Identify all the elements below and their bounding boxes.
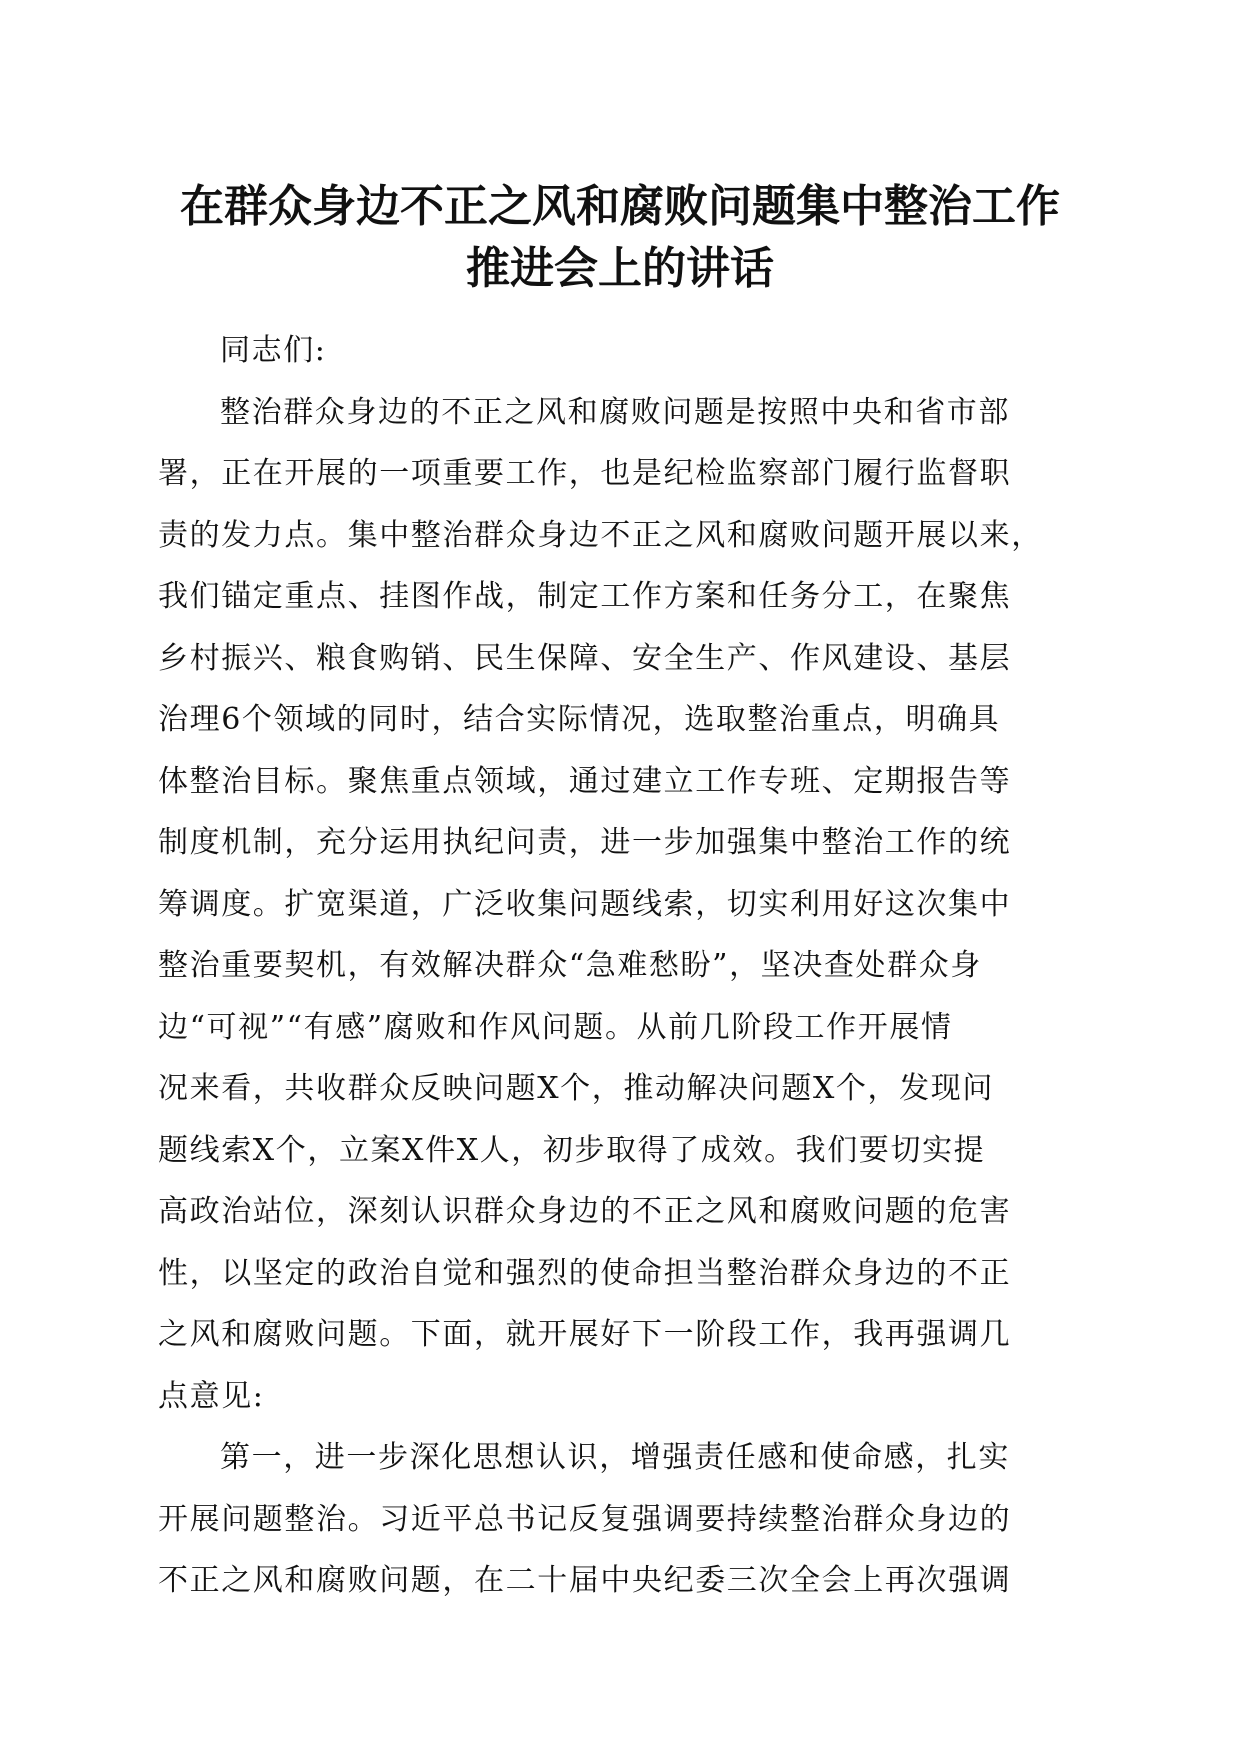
paragraph-1-line-12: 况来看，共收群众反映问题X个，推动解决问题X个，发现问: [158, 1071, 994, 1106]
paragraph-2-line-3: 不正之风和腐败问题，在二十届中央纪委三次全会上再次强调: [158, 1563, 1012, 1598]
paragraph-1-line-8: 制度机制，充分运用执纪问责，进一步加强集中整治工作的统: [158, 825, 1012, 860]
paragraph-1-line-14: 高政治站位，深刻认识群众身边的不正之风和腐败问题的危害: [158, 1194, 1012, 1229]
paragraph-1-line-3: 责的发力点。集中整治群众身边不正之风和腐败问题开展以来，: [158, 517, 1043, 553]
paragraph-1-line-5: 乡村振兴、粮食购销、民生保障、安全生产、作风建设、基层: [158, 640, 1012, 676]
paragraph-1-line-7: 体整治目标。聚焦重点领域，通过建立工作专班、定期报告等: [158, 763, 1012, 799]
paragraph-1-line-15: 性，以坚定的政治自觉和强烈的使命担当整治群众身边的不正: [158, 1255, 1012, 1291]
paragraph-1-line-2: 署，正在开展的一项重要工作，也是纪检监察部门履行监督职: [158, 456, 1012, 491]
paragraph-1-line-9: 筹调度。扩宽渠道，广泛收集问题线索，切实利用好这次集中: [158, 886, 1012, 922]
paragraph-1-line-1: 整治群众身边的不正之风和腐败问题是按照中央和省市部: [220, 394, 1010, 430]
paragraph-1-line-11: 边“可视”“有感”腐败和作风问题。从前几阶段工作开展情: [158, 1009, 953, 1045]
paragraph-1-line-4: 我们锚定重点、挂图作战，制定工作方案和任务分工，在聚焦: [158, 579, 1012, 614]
salutation: 同志们:: [220, 333, 327, 368]
title-line-1: 在群众身边不正之风和腐败问题集中整治工作: [180, 181, 1060, 232]
paragraph-1-line-10: 整治重要契机，有效解决群众“急难愁盼”，坚决查处群众身: [158, 948, 982, 983]
paragraph-1-line-16: 之风和腐败问题。下面，就开展好下一阶段工作，我再强调几: [158, 1317, 1012, 1352]
paragraph-1-line-17: 点意见:: [158, 1378, 265, 1414]
paragraph-2-line-2: 开展问题整治。习近平总书记反复强调要持续整治群众身边的: [158, 1501, 1012, 1537]
paragraph-1-line-6: 治理6个领域的同时，结合实际情况，选取整治重点，明确具: [158, 702, 1001, 737]
title-line-2: 推进会上的讲话: [466, 243, 774, 294]
paragraph-2-line-1: 第一，进一步深化思想认识，增强责任感和使命感，扎实: [220, 1440, 1010, 1475]
document-body: [158, 320, 1070, 1612]
document-title: [150, 176, 1090, 300]
paragraph-1-line-13: 题线索X个，立案X件X人，初步取得了成效。我们要切实提: [158, 1132, 986, 1168]
